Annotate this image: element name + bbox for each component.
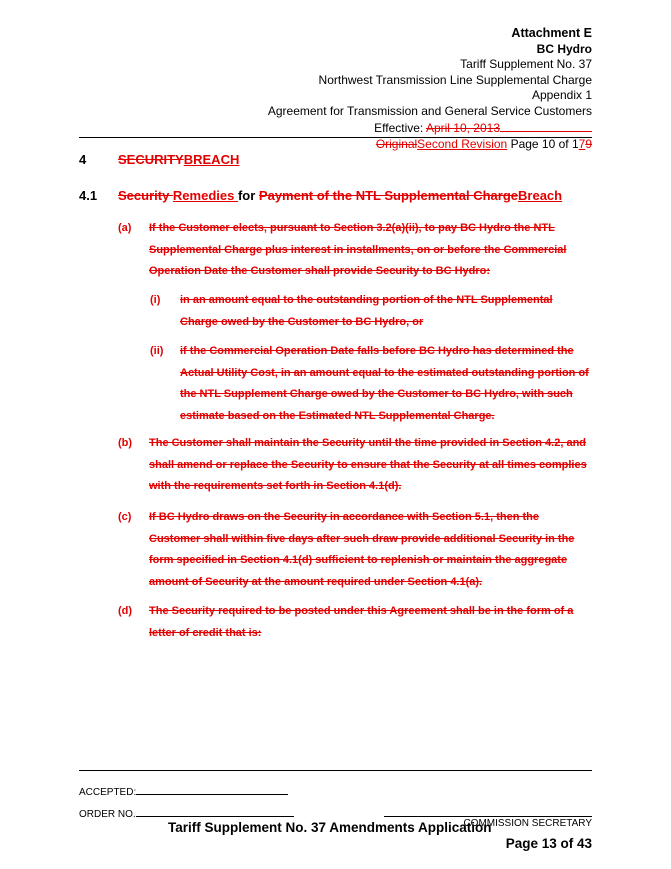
effective-line [268, 119, 592, 137]
footer-document-title: Tariff Supplement No. 37 Amendments Application [168, 820, 492, 835]
company-name: BC Hydro [536, 41, 592, 56]
clause-d [118, 601, 592, 644]
subsection-number: 4.1 [79, 188, 98, 203]
revision-line [268, 137, 592, 153]
effective-label: Effective: [374, 121, 426, 135]
document-header [268, 26, 592, 152]
clause-b [118, 433, 592, 498]
effective-date-blank [500, 119, 592, 132]
order-number-line [136, 806, 294, 817]
clause-label: (d) [118, 605, 133, 617]
clause-text: If the Customer elects, pursuant to Section 3.2(a)(ii), to pay BC Hydro the NTL Supplemental Charge plus interest in installments, on or before the Commercial Operation Date the Customer shall provide Security to BC Hydro: [149, 222, 567, 278]
title-part-plain: for [237, 188, 259, 203]
clause-a-ii [150, 341, 592, 428]
title-part-inserted: Breach [518, 188, 563, 203]
clause-a [118, 218, 592, 283]
order-line [79, 806, 294, 820]
subsection-title [118, 188, 562, 203]
section-title-inserted: BREACH [183, 152, 240, 167]
effective-date-deleted: April 10, 2013 [425, 121, 500, 135]
page-digit-inserted: 7 [578, 136, 586, 151]
section-title [118, 152, 239, 167]
page-reference: Page 10 of 1 [507, 136, 579, 151]
clause-label: (i) [150, 294, 161, 306]
clause-a-i [150, 290, 592, 333]
accepted-label: ACCEPTED: [79, 787, 137, 798]
secretary-label: COMMISSION SECRETARY [463, 818, 592, 829]
header-divider [79, 137, 592, 138]
section-title-deleted: SECURITY [118, 152, 184, 167]
order-label: ORDER NO. [79, 809, 136, 820]
secretary-signature-line [384, 816, 592, 817]
clause-text: If BC Hydro draws on the Security in accordance with Section 5.1, then the Customer shall within five days after such draw provide additional Security in the form specified in Section 4.1(d) sufficient to replenish or maintain the aggregate amount of Security at the amount required under Section 4.1(a). [149, 511, 575, 589]
accepted-line [79, 784, 288, 798]
title-part-deleted: Security [118, 188, 173, 203]
clause-text: in an amount equal to the outstanding portion of the NTL Supplemental Charge owed by the Customer to BC Hydro, or [180, 294, 553, 328]
revision-inserted: Second Revision [417, 136, 508, 151]
section-number: 4 [79, 152, 87, 167]
clause-text: The Security required to be posted under this Agreement shall be in the form of a letter of credit that is: [149, 605, 574, 639]
clause-label: (ii) [150, 345, 164, 357]
page-digit-deleted: 9 [585, 136, 592, 151]
clause-label: (c) [118, 511, 132, 523]
clause-label: (a) [118, 222, 132, 234]
clause-label: (b) [118, 437, 133, 449]
tariff-supplement-label: Tariff Supplement No. 37 [460, 57, 592, 71]
agreement-title: Agreement for Transmission and General Service Customers [267, 103, 592, 118]
clause-text: if the Commercial Operation Date falls before BC Hydro has determined the Actual Utility Cost, in an amount equal to the estimated outstanding portion of the NTL Supplement Charge owed by the Customer to BC Hydro, with such estimate based on the Estimated NTL Supplemental Charge. [180, 345, 589, 423]
appendix-label: Appendix 1 [531, 88, 592, 102]
footer-page-number: Page 13 of 43 [505, 836, 592, 851]
accepted-signature-line [136, 784, 288, 795]
title-part-deleted: Payment of the NTL Supplemental Charge [258, 188, 519, 203]
attachment-label: Attachment E [511, 26, 592, 40]
revision-deleted: Original [375, 136, 418, 151]
title-part-inserted: Remedies [172, 188, 238, 203]
clause-c [118, 507, 592, 594]
clause-text: The Customer shall maintain the Security until the time provided in Section 4.2, and shall amend or replace the Security to ensure that the Security at all times complies with the requirements set forth in Section 4.1(d). [149, 437, 587, 493]
footer-divider [79, 770, 592, 771]
charge-title: Northwest Transmission Line Supplemental Charge [318, 72, 592, 87]
